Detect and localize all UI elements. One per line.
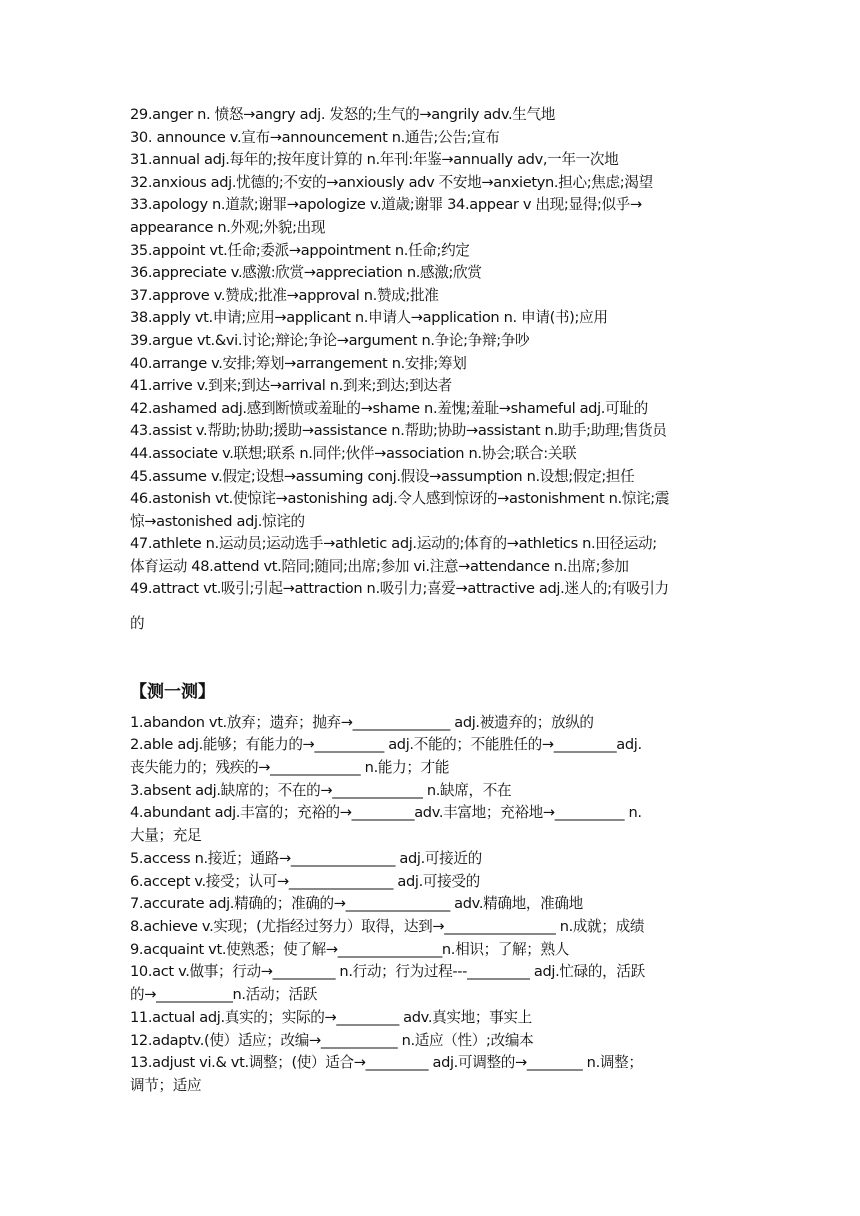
quiz-line: 丧失能力的；残疾的→_____________ n.能力；才能 xyxy=(130,759,450,777)
quiz-line: 调节；适应 xyxy=(130,1076,202,1094)
vocab-line: 45.assume v.假定;设想→assuming conj.假设→assumption n.设想;假定;担任 xyxy=(130,467,635,485)
vocab-line: 44.associate v.联想;联系 n.同伴;伙伴→association n.协会;联合:关联 xyxy=(130,444,577,462)
quiz-line: 11.actual adj.真实的；实际的→_________ adv.真实地；事实上 xyxy=(130,1008,532,1026)
quiz-line: 9.acquaint vt.使熟悉；使了解→_______________n.相识；了解；熟人 xyxy=(130,940,570,958)
vocab-line: 42.ashamed adj.感到断愤或羞耻的→shame n.羞愧;羞耻→shameful adj.可耻的 xyxy=(130,399,648,417)
quiz-list xyxy=(130,712,730,1098)
vocab-line: 37.approve v.赞成;批准→approval n.赞成;批准 xyxy=(130,286,439,304)
vocabulary-list xyxy=(130,104,730,636)
quiz-line: 7.accurate adj.精确的；准确的→_______________ adv.精确地，准确地 xyxy=(130,895,583,913)
quiz-line: 13.adjust vi.& vt.调整；(使）适合→_________ adj.可调整的→________ n.调整； xyxy=(130,1054,643,1072)
vocab-line: 29.anger n. 愤怒→angry adj. 发怒的;生气的→angrily adv.生气地 xyxy=(130,106,556,123)
vocab-line: 46.astonish vt.使惊诧→astonishing adj.令人感到惊讶的→astonishment n.惊诧;震 xyxy=(130,490,670,508)
vocab-line: appearance n.外观;外貌;出现 xyxy=(130,218,326,236)
quiz-line: 10.act v.做事；行动→_________ n.行动；行为过程---_________ adj.忙碌的，活跃 xyxy=(130,963,645,981)
vocab-line: 惊→astonished adj.惊诧的 xyxy=(130,512,305,530)
vocab-line: 35.appoint vt.任命;委派→appointment n.任命;约定 xyxy=(130,241,470,259)
quiz-line: 2.able adj.能够；有能力的→__________ adj.不能的；不能胜任的→_________adj. xyxy=(130,736,642,754)
vocab-line: 43.assist v.帮助;协助;援助→assistance n.帮助;协助→assistant n.助手;助理;售货员 xyxy=(130,422,667,440)
vocab-line: 41.arrive v.到来;到达→arrival n.到来;到达;到达者 xyxy=(130,377,452,395)
quiz-line: 5.access n.接近；通路→_______________ adj.可接近的 xyxy=(130,849,482,867)
quiz-line: 1.abandon vt.放弃；遗弃；抛弃→______________ adj.被遗弃的；放纵的 xyxy=(130,713,594,731)
vocab-line: 30. announce v.宣布→announcement n.通告;公告;宣布 xyxy=(130,128,500,146)
quiz-line: 6.accept v.接受；认可→_______________ adj.可接受的 xyxy=(130,872,480,890)
quiz-line: 3.absent adj.缺席的；不在的→_____________ n.缺席，不在 xyxy=(130,781,512,799)
vocab-line: 体育运动 48.attend vt.陪同;随同;出席;参加 vi.注意→attendance n.出席;参加 xyxy=(130,557,629,575)
quiz-line: 的→___________n.活动；活跃 xyxy=(130,986,317,1004)
vocab-line: 40.arrange v.安排;筹划→arrangement n.安排;筹划 xyxy=(130,354,467,372)
quiz-line: 大量；充足 xyxy=(130,827,202,845)
vocab-line: 39.argue vt.&vi.讨论;辩论;争论→argument n.争论;争辩;争吵 xyxy=(130,331,530,349)
quiz-line: 12.adaptv.(使）适应；改编→___________ n.适应（性）;改编本 xyxy=(130,1031,534,1049)
quiz-line: 4.abundant adj.丰富的；充裕的→_________adv.丰富地；充裕地→__________ n. xyxy=(130,804,642,822)
vocab-line: 31.annual adj.每年的;按年度计算的 n.年刊:年鉴→annually adv,一年一次地 xyxy=(130,151,619,169)
vocab-line: 32.anxious adj.忧德的;不安的→anxiously adv 不安地→anxietyn.担心;焦虑;渴望 xyxy=(130,173,653,191)
quiz-heading: 【测一测】 xyxy=(130,681,215,702)
vocab-line: 33.apology n.道款;谢罪→apologize v.道歳;谢罪 34.appear v 出现;显得;似乎→ xyxy=(130,196,642,214)
vocab-line: 的 xyxy=(130,615,145,633)
vocab-line: 49.attract vt.吸引;引起→attraction n.吸引力;喜爱→attractive adj.迷人的;有吸引力 xyxy=(130,580,669,598)
vocab-line: 36.appreciate v.感激:欣赏→appreciation n.感激;欣赏 xyxy=(130,264,482,282)
quiz-line: 8.achieve v.实现；(尤指经过努力）取得，达到→________________ n.成就；成绩 xyxy=(130,917,645,935)
document-page xyxy=(130,104,730,1098)
vocab-line: 47.athlete n.运动员;运动选手→athletic adj.运动的;体育的→athletics n.田径运动; xyxy=(130,535,657,553)
vocab-line: 38.apply vt.申请;应用→applicant n.申请人→application n. 申请(书);应用 xyxy=(130,309,608,327)
